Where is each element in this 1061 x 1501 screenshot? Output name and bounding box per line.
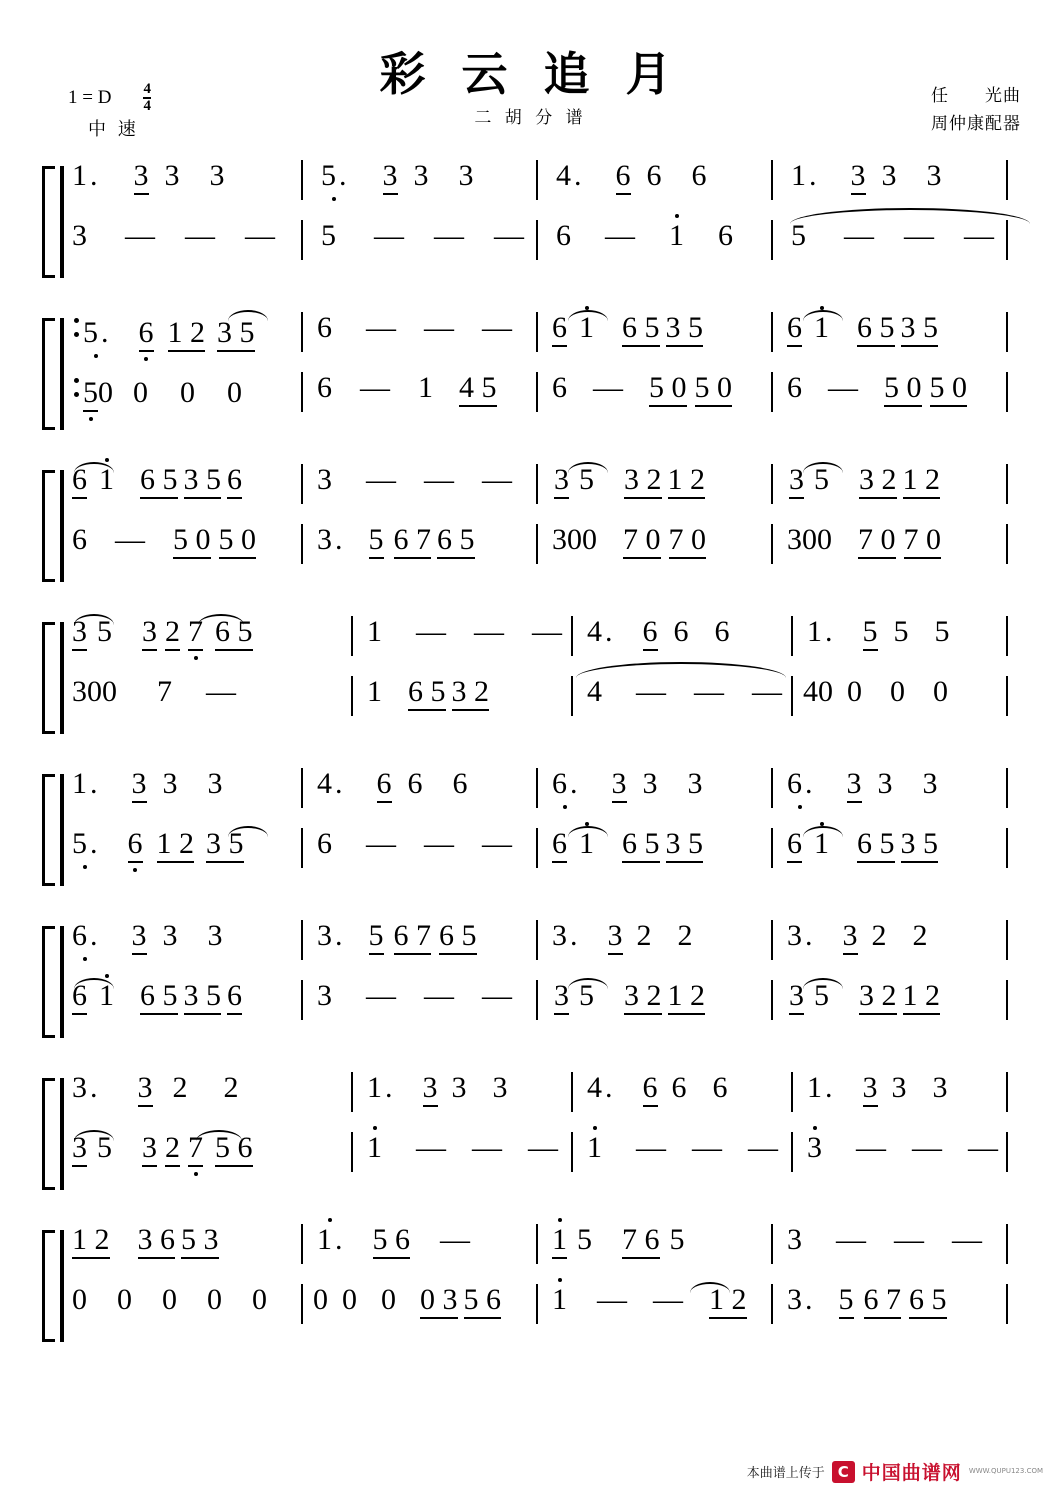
score-header xyxy=(0,0,1061,150)
music-system xyxy=(46,454,1025,606)
measure: 3 5 3 2 1 2 xyxy=(773,464,1008,504)
measure: 6 1 6 5 3 5 6 xyxy=(68,464,303,504)
composer-name: 任 光曲 xyxy=(931,86,1021,106)
page-subtitle: 二 胡 分 谱 xyxy=(474,108,587,128)
system-brace xyxy=(42,1078,61,1190)
staff-upper xyxy=(68,920,1025,966)
measure: 3 . 3 2 2 xyxy=(68,1072,353,1112)
measure: 3 — — — xyxy=(303,464,538,504)
measure: 1 6 5 3 2 xyxy=(353,676,573,716)
measure: 1 — — — xyxy=(353,616,573,656)
measure: 5 0 0 0 0 xyxy=(68,372,303,412)
staff-upper xyxy=(68,768,1025,814)
staff-upper xyxy=(68,616,1025,662)
measure: 6 . 3 3 3 xyxy=(538,768,773,808)
system-brace xyxy=(42,622,61,734)
measure: 3 5 3 2 1 2 xyxy=(773,980,1008,1020)
system-barline xyxy=(60,470,64,582)
measure: 6 — — — xyxy=(303,828,538,868)
measure: 6 — 1 4 5 xyxy=(303,372,538,412)
measure: 6 . 3 3 3 xyxy=(773,768,1008,808)
system-barline xyxy=(60,1230,64,1342)
system-barline xyxy=(60,166,64,278)
staff-lower xyxy=(68,980,1025,1026)
system-barline xyxy=(60,1078,64,1190)
music-system xyxy=(46,606,1025,758)
measure: 3 0 0 7 0 7 0 xyxy=(773,524,1008,564)
measure: 0 0 0 0 3 5 6 xyxy=(303,1284,538,1324)
key-signature: 1 = D xyxy=(68,87,112,108)
music-system xyxy=(46,1062,1025,1214)
measure: 3 — — — xyxy=(303,980,538,1020)
staff-upper xyxy=(68,1224,1025,1270)
measure: 1 . 3 3 3 xyxy=(793,1072,1008,1112)
arranger-name: 周仲康配器 xyxy=(931,114,1021,135)
measure: 1 . 5 5 5 xyxy=(793,616,1008,656)
measure: 5 . 3 3 3 xyxy=(303,160,538,200)
staff-lower xyxy=(68,676,1025,722)
measure: 6 1 6 5 3 5 xyxy=(773,312,1008,352)
time-signature-denominator: 4 xyxy=(143,98,151,114)
footer-watermark xyxy=(747,1458,1043,1485)
staff-upper xyxy=(68,160,1025,206)
site-url: WWW.QUPU123.COM xyxy=(968,1467,1043,1475)
system-brace xyxy=(42,166,61,278)
measure: 1 — — — xyxy=(353,1132,573,1172)
staff-lower xyxy=(68,828,1025,874)
measure: 3 . 5 6 7 6 5 xyxy=(773,1284,1008,1324)
staff-lower xyxy=(68,524,1025,570)
measure: 3 0 0 7 — xyxy=(68,676,353,716)
measure: 1 — — — xyxy=(573,1132,793,1172)
staff-lower xyxy=(68,220,1025,266)
measure: 5 . 6 1 2 3 5 xyxy=(68,312,303,352)
staff-upper xyxy=(68,464,1025,510)
measure: 3 5 3 2 1 2 xyxy=(538,464,773,504)
site-name: 中国曲谱网 xyxy=(861,1462,962,1484)
measure: 4 . 6 6 6 xyxy=(573,616,793,656)
measure: 4 . 6 6 6 xyxy=(303,768,538,808)
measure: 1 . 3 3 3 xyxy=(68,768,303,808)
measure: 5 . 6 1 2 3 5 xyxy=(68,828,303,868)
system-barline xyxy=(60,622,64,734)
measure: 3 — — — xyxy=(793,1132,1008,1172)
measure: 1 5 7 6 5 xyxy=(538,1224,773,1264)
measure: 0 0 0 0 0 xyxy=(68,1284,303,1324)
system-brace xyxy=(42,1230,61,1342)
system-barline xyxy=(60,318,64,430)
measure: 6 — — — xyxy=(303,312,538,352)
system-brace xyxy=(42,774,61,886)
footer-note: 本曲谱上传于 xyxy=(746,1466,825,1481)
slur xyxy=(576,662,786,678)
composer-credits xyxy=(931,82,1021,138)
measure: 3 5 3 2 7 6 5 xyxy=(68,616,353,656)
measure: 3 — — — xyxy=(773,1224,1008,1264)
measure: 1 2 3 6 5 3 xyxy=(68,1224,303,1264)
time-signature-numerator: 4 xyxy=(143,81,151,97)
music-system xyxy=(46,1214,1025,1366)
measure: 5 — — — xyxy=(773,220,1008,260)
measure: 6 — 5 0 5 0 xyxy=(68,524,303,564)
music-system xyxy=(46,150,1025,302)
music-system xyxy=(46,910,1025,1062)
measure: 4 — — — xyxy=(573,676,793,716)
measure: 3 . 3 2 2 xyxy=(773,920,1008,960)
system-brace xyxy=(42,926,61,1038)
measure: 5 — — — xyxy=(303,220,538,260)
measure: 1 — — 1 2 xyxy=(538,1284,773,1324)
system-barline xyxy=(60,926,64,1038)
measure: 1 . 3 3 3 xyxy=(353,1072,573,1112)
measure: 1 . 5 6 — xyxy=(303,1224,538,1264)
repeat-sign xyxy=(72,372,81,402)
measure: 3 — — — xyxy=(68,220,303,260)
repeat-sign xyxy=(72,312,81,342)
staff-lower xyxy=(68,1132,1025,1178)
measure: 1 . 3 3 3 xyxy=(68,160,303,200)
measure: 6 1 6 5 3 5 xyxy=(773,828,1008,868)
measure: 3 . 5 6 7 6 5 xyxy=(303,524,538,564)
measure: 4 0 0 0 0 xyxy=(793,676,1008,716)
measure: 4 . 6 6 6 xyxy=(573,1072,793,1112)
page-title: 彩 云 追 月 xyxy=(379,47,682,101)
measure: 6 1 6 5 3 5 xyxy=(538,312,773,352)
music-system xyxy=(46,302,1025,454)
measure: 6 — 1 6 xyxy=(538,220,773,260)
staff-lower xyxy=(68,1284,1025,1330)
staff-upper xyxy=(68,1072,1025,1118)
slur xyxy=(790,208,1030,224)
measure: 6 — 5 0 5 0 xyxy=(773,372,1008,412)
measure: 6 . 3 3 3 xyxy=(68,920,303,960)
measure: 6 1 6 5 3 5 xyxy=(538,828,773,868)
measure: 3 0 0 7 0 7 0 xyxy=(538,524,773,564)
system-barline xyxy=(60,774,64,886)
measure: 4 . 6 6 6 xyxy=(538,160,773,200)
tempo-marking: 中 速 xyxy=(88,119,139,140)
measure: 3 . 5 6 7 6 5 xyxy=(303,920,538,960)
measure: 6 — 5 0 5 0 xyxy=(538,372,773,412)
system-brace xyxy=(42,470,61,582)
measure: 6 1 6 5 3 5 6 xyxy=(68,980,303,1020)
staff-upper xyxy=(68,312,1025,358)
music-system xyxy=(46,758,1025,910)
measure: 3 5 3 2 1 2 xyxy=(538,980,773,1020)
measure: 1 . 3 3 3 xyxy=(773,160,1008,200)
system-brace xyxy=(42,318,61,430)
measure: 3 5 3 2 7 5 6 xyxy=(68,1132,353,1172)
staff-lower xyxy=(68,372,1025,418)
site-logo-icon: C xyxy=(832,1461,855,1483)
measure: 3 . 3 2 2 xyxy=(538,920,773,960)
